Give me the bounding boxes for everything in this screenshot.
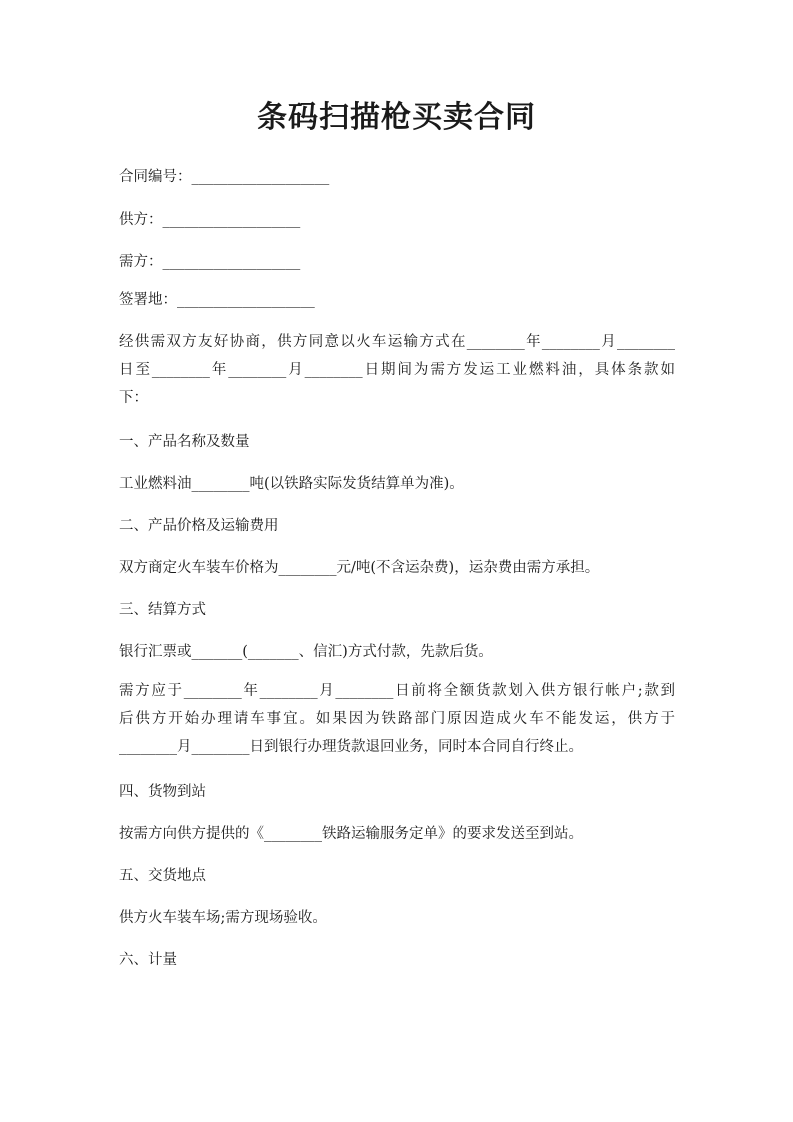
section-5-heading: 五、交货地点 xyxy=(119,868,206,884)
intro-line-3: 下： xyxy=(119,390,148,406)
section-1-heading: 一、产品名称及数量 xyxy=(119,434,250,450)
section-5-body: 供方火车装车场;需方现场验收。 xyxy=(119,910,327,926)
section-3-para-line-3: ________月________日到银行办理货款退回业务，同时本合同自行终止。 xyxy=(119,739,583,755)
section-1-body: 工业燃料油________吨(以铁路实际发货结算单为准)。 xyxy=(119,476,464,492)
buyer-field: 需方：___________________ xyxy=(119,254,301,270)
section-3-heading: 三、结算方式 xyxy=(119,602,206,618)
contract-number-field: 合同编号：___________________ xyxy=(119,169,330,185)
intro-line-2: 日至________年________月________日期间为需方发运工业燃料油，具体条款如 xyxy=(119,362,675,378)
document-title: 条码扫描枪买卖合同 xyxy=(257,100,536,135)
supplier-field: 供方：___________________ xyxy=(119,212,301,228)
section-3-para-line-2: 后供方开始办理请车事宜。如果因为铁路部门原因造成火车不能发运，供方于 xyxy=(119,711,675,727)
sign-place-field: 签署地：___________________ xyxy=(119,292,315,308)
section-6-heading: 六、计量 xyxy=(119,952,177,968)
section-3-paragraph xyxy=(119,677,675,761)
section-4-heading: 四、货物到站 xyxy=(119,784,206,800)
intro-paragraph xyxy=(119,328,675,412)
intro-line-1: 经供需双方友好协商，供方同意以火车运输方式在________年________月________ xyxy=(119,334,675,350)
section-2-heading: 二、产品价格及运输费用 xyxy=(119,518,279,534)
section-3-para-line-1: 需方应于________年________月________日前将全额货款划入供方银行帐户;款到 xyxy=(119,683,675,699)
section-2-body: 双方商定火车装车价格为________元/吨(不含运杂费)，运杂费由需方承担。 xyxy=(119,560,600,576)
section-3-body: 银行汇票或_______(_______、信汇)方式付款，先款后货。 xyxy=(119,644,493,660)
section-4-body: 按需方向供方提供的《________铁路运输服务定单》的要求发送至到站。 xyxy=(119,826,583,842)
